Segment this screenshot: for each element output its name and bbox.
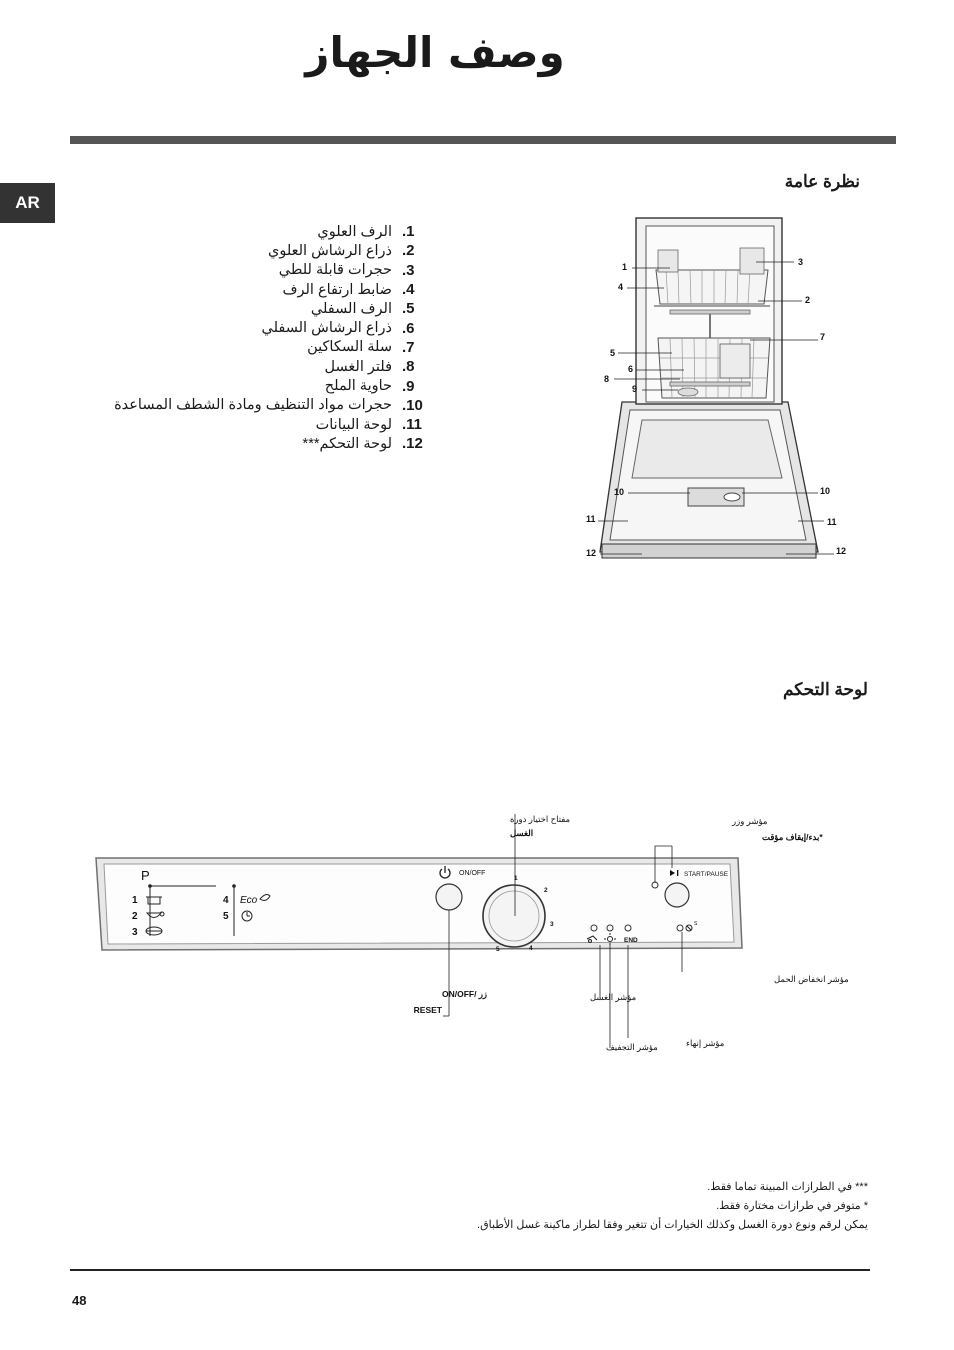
part-number: .9 [402,377,415,395]
part-label: ضابط ارتفاع الرف [282,281,392,298]
part-label: الرف العلوي [317,223,392,240]
parts-list-item [44,434,444,453]
callout-3: 3 [798,257,804,267]
end-text: END [624,937,638,944]
program-num-2: 2 [132,911,138,922]
onoff-text: ON/OFF [459,870,486,877]
callout-10-right: 10 [820,486,831,496]
eco-label: Eco [240,895,258,906]
knob-label-line2: الغسل [510,828,534,838]
part-number: .8 [402,358,415,376]
parts-list-item [44,299,444,318]
parts-list-item [44,261,444,280]
part-number: .12 [402,435,423,453]
half-load-indicator-light [677,925,683,931]
footnote-3: يمكن لرقم ونوع دورة الغسل وكذلك الخيارات أن تتغير وفقا لطراز ماكينة غسل الأطباق. [477,1219,868,1231]
program-num-1: 1 [132,895,138,906]
part-label: حاوية الملح [324,378,392,395]
p-label: P [141,868,150,883]
dial-num-4: 4 [529,945,533,952]
part-number: .3 [402,261,415,279]
program-selector-knob[interactable] [483,885,545,947]
callout-7: 7 [820,332,826,342]
callout-5: 5 [610,348,616,358]
part-label: حجرات قابلة للطي [278,262,392,279]
callout-8: 8 [604,374,610,384]
part-label: فلتر الغسل [324,358,392,375]
part-number: .2 [402,242,415,260]
callout-10-left: 10 [614,487,625,497]
part-label: لوحة التحكم*** [302,435,392,452]
start-pause-button[interactable] [665,883,689,907]
dial-num-5: 5 [496,946,500,953]
part-number: .11 [402,416,423,434]
callout-11-right: 11 [827,517,837,527]
part-number: .6 [402,319,415,337]
part-label: الرف السفلي [310,300,392,317]
dry-indicator-light [607,925,613,931]
parts-list [44,222,444,454]
program-num-3: 3 [132,927,138,938]
callout-1: 1 [622,262,628,272]
parts-list-item [44,338,444,357]
callout-2: 2 [805,295,811,305]
part-number: .1 [402,223,415,241]
part-number: .10 [402,396,423,414]
onoff-button[interactable] [436,884,462,910]
part-number: .5 [402,300,415,318]
footnote-1: *** في الطرازات المبينة تماما فقط. [707,1181,868,1193]
start-pause-text: START/PAUSE [684,871,729,878]
part-label: حجرات مواد التنظيف ومادة الشطف المساعدة [114,397,392,414]
program-num-5: 5 [223,911,229,922]
control-panel-heading: لوحة التحكم [782,680,868,699]
parts-list-item [44,357,444,376]
program-num-4: 4 [223,895,229,906]
page-title: وصف الجهاز [305,28,565,77]
wash-indicator-light [591,925,597,931]
parts-list-item [44,241,444,260]
callout-12-right: 12 [836,546,847,556]
half-load-label: مؤشر انخفاض الحمل [774,974,849,984]
wash-indicator-label: مؤشر الغسل [590,992,637,1002]
start-label-line2: *بدء/إيقاف مؤقت [762,832,823,842]
header-rule [70,136,896,144]
part-label: ذراع الرشاش العلوي [268,242,392,259]
language-badge: AR [0,183,55,223]
half-load-sup: S [694,921,698,927]
parts-list-item [44,415,444,434]
part-number: .4 [402,281,415,299]
part-label: سلة السكاكين [307,339,392,356]
callout-6: 6 [628,364,634,374]
knob-label-line1: مفتاح اختيار دورة [510,814,571,824]
dial-num-3: 3 [550,921,554,928]
end-indicator-light [625,925,631,931]
control-panel-diagram [90,800,890,1060]
footer-rule [70,1269,870,1271]
dial-num-1: 1 [514,875,518,882]
start-label-line1: مؤشر وزر [732,816,768,826]
dry-indicator-label: مؤشر التجفيف [606,1042,658,1052]
callout-12-left: 12 [586,548,597,558]
callout-9: 9 [632,384,638,394]
onoff-label-line2: RESET [413,1005,442,1015]
dial-num-2: 2 [544,887,548,894]
onoff-label-line1: زر /ON/OFF [442,989,488,999]
part-number: .7 [402,338,415,356]
page-number: 48 [72,1293,87,1308]
callout-11-left: 11 [586,514,596,524]
part-label: لوحة البيانات [315,416,392,433]
end-indicator-label: مؤشر إنهاء [686,1038,725,1048]
parts-list-item [44,318,444,337]
footnote-2: * متوفر في طرازات مختارة فقط. [716,1200,868,1212]
parts-list-item [44,222,444,241]
overview-heading: نظرة عامة [784,172,860,191]
dishwasher-diagram [580,210,860,565]
parts-list-item [44,396,444,415]
callout-4: 4 [618,282,624,292]
parts-list-item [44,280,444,299]
part-label: ذراع الرشاش السفلي [261,320,392,337]
parts-list-item [44,376,444,395]
